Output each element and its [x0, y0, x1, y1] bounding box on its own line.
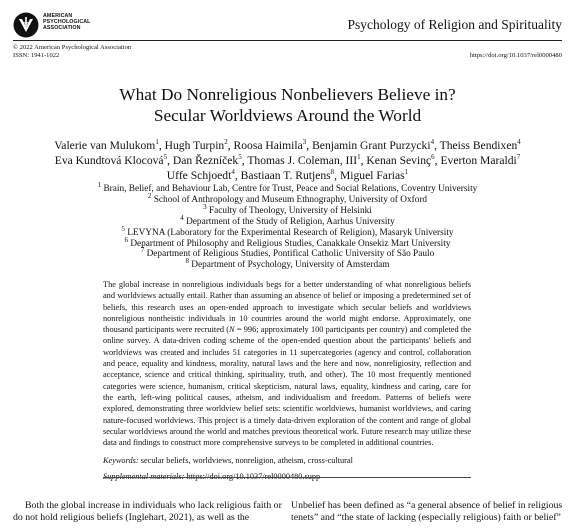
- affiliation-number: 6: [124, 235, 128, 244]
- author-line: Valerie van Mulukom$^1$, Hugh Turpin$^2$, Roosa Haimila$^3$, Benjamin Grant Purzycki$^4$, Theiss Bendixen$^4$: [54, 138, 521, 152]
- author-affiliation-number: 4: [231, 168, 235, 177]
- affiliation-text: Department of Psychology, University of Amsterdam: [191, 260, 390, 271]
- body-line: Unbelief has been defined as “a general absence of belief in religious: [291, 500, 563, 511]
- keywords-label: Keywords:: [103, 456, 139, 466]
- author-name: Miguel Farias: [339, 169, 405, 183]
- publisher-line: AMERICAN: [43, 13, 73, 19]
- keywords-text: secular beliefs, worldviews, nonreligion, atheism, cross-cultural: [140, 456, 353, 466]
- abstract-part: The global increase in nonreligious individuals begs for a better understanding of what nonreligious beliefs and worldviews actually entail. Rather than assuming an absence of belief or imposing a predetermined set of beliefs, this research uses an open-ended approach to investigate which secular beliefs and worldviews nonreligious nontheistic individuals in 10 countries around the world might endorse. Approximately, one thousand participants were recruited (: [103, 280, 471, 335]
- affiliation-item: [0, 180, 575, 195]
- author-name: Benjamin Grant Purzycki: [312, 139, 431, 152]
- keywords: [103, 455, 471, 466]
- author-name: Valerie van Mulukom: [54, 139, 156, 152]
- affiliation-number: 2: [147, 191, 152, 200]
- author-name: Hugh Turpin: [164, 139, 225, 152]
- affiliation-item: [0, 202, 575, 217]
- abstract-divider: [103, 477, 471, 478]
- author-affiliation-number: 3: [302, 138, 307, 147]
- author-affiliation-number: 4: [517, 138, 521, 147]
- publisher-name: [43, 13, 123, 31]
- author-affiliation-number: 1: [404, 168, 409, 177]
- author-name: Everton Maraldi: [440, 154, 517, 168]
- doi-link[interactable]: https://doi.org/10.1037/rel0000480: [469, 52, 562, 59]
- affiliation-list: [0, 180, 575, 271]
- affiliation-number: 3: [203, 202, 207, 211]
- sample-size-symbol: N: [229, 325, 235, 335]
- copyright-text: © 2022 American Psychological Association: [13, 44, 132, 51]
- apa-logo-icon: [13, 12, 39, 38]
- author-affiliation-number: 2: [224, 138, 228, 147]
- body-column-right: [291, 500, 562, 525]
- affiliation-number: 5: [121, 224, 125, 233]
- author-affiliation-number: 4: [430, 138, 435, 147]
- author-affiliation-number: 1: [357, 153, 361, 162]
- affiliation-text: Department of the Study of Religion, Aarhus University: [186, 216, 395, 227]
- author-name: Bastiaan T. Rutjens: [240, 169, 331, 183]
- header-divider: [13, 40, 562, 41]
- author-affiliation-number: 7: [516, 153, 521, 162]
- body-line: Both the global increase in individuals who lack religious faith or: [25, 500, 282, 511]
- affiliation-number: 4: [180, 213, 184, 222]
- affiliation-item: [0, 257, 575, 271]
- affiliation-text: Brain, Belief, and Behaviour Lab, Centre for Trust, Peace and Social Relations, Coventry University: [103, 184, 478, 194]
- title-line: Secular Worldviews Around the World: [153, 105, 422, 125]
- author-affiliation-number: 1: [155, 138, 159, 147]
- author-name: Uffe Schjoedt: [166, 169, 232, 183]
- abstract-text: [103, 279, 471, 448]
- affiliation-item: [0, 235, 575, 250]
- body-line: do not hold religious beliefs (Inglehart, 2021), as well as the: [13, 512, 250, 524]
- title-line: What Do Nonreligious Nonbelievers Believe in?: [119, 85, 456, 104]
- author-affiliation-number: 8: [330, 168, 335, 177]
- author-affiliation-number: 6: [431, 153, 435, 162]
- body-column-left: [13, 500, 282, 525]
- affiliation-number: 7: [140, 246, 145, 255]
- supplemental-link[interactable]: https://doi.org/10.1037/rel0000480.supp: [186, 471, 321, 481]
- article-title: [0, 85, 575, 126]
- author-affiliation-number: 5: [163, 153, 168, 162]
- abstract: [103, 279, 471, 482]
- publisher-line: ASSOCIATION: [43, 25, 81, 31]
- affiliation-text: Department of Philosophy and Religious Studies, Canakkale Onsekiz Mart University: [130, 238, 451, 249]
- affiliation-text: Faculty of Theology, University of Helsinki: [208, 205, 372, 216]
- author-name: Theiss Bendixen: [439, 139, 518, 152]
- affiliation-text: LEVYNA (Laboratory for the Experimental Research of Religion), Masaryk University: [127, 227, 454, 238]
- publisher-line: PSYCHOLOGICAL: [43, 19, 91, 25]
- affiliation-item: [0, 246, 575, 260]
- author-name: Roosa Haimila: [233, 139, 303, 152]
- author-name: Dan Řezníček: [172, 154, 239, 168]
- affiliation-number: 8: [185, 257, 189, 266]
- affiliation-item: [0, 191, 575, 206]
- author-list: [0, 138, 575, 184]
- author-line: Eva Kundtová Klocová$^5$, Dan Řezníček$^5$, Thomas J. Coleman, III$^1$, Kenan Sevinç$^6$, Everton Maraldi$^7$: [54, 153, 521, 168]
- abstract-part: = 996; approximately 100 participants per country) and completed the online survey. A data-driven coding scheme of the open-ended question about the participants' beliefs and worldviews was created and includes 51 categories in 11 supercategories (agency and control, collaboration and peace, equality and kindness, morality, natural laws and the here and now, nonreligiosity, reflection and acceptance, science and critical thinking, spirituality, truth, and other). The 10 most frequently mentioned categories were science, humanism, critical skepticism, natural laws, equality, kindness and caring, care for the earth, left-wing political causes, atheism, and individualism and freedom. Patterns of beliefs were explored, demonstrating three worldview belief sets: scientific worldviews, humanist worldviews, and caring nature-focused worldviews. This project is a timely data-driven exploration of the content and range of global secular worldviews around the world and matches previous theoretical work. Future research may utilize these data and findings to construct more comprehensive surveys to be completed in additional countries.: [103, 325, 471, 448]
- journal-title: Psychology of Religion and Spirituality: [347, 17, 562, 32]
- author-affiliation-number: 5: [238, 153, 242, 162]
- author-line: Uffe Schjoedt$^4$, Bastiaan T. Rutjens$^8$, Miguel Farias$^1$: [166, 168, 409, 183]
- author-name: Thomas J. Coleman, III: [247, 154, 358, 168]
- copyright-block: [13, 44, 131, 61]
- body-line: tenets” and “the state of lacking (especially religious) faith or belief”: [291, 512, 561, 524]
- affiliation-item: [0, 224, 575, 239]
- supplemental-label: Supplemental materials:: [103, 471, 185, 481]
- affiliation-text: School of Anthropology and Museum Ethnography, University of Oxford: [153, 194, 428, 205]
- affiliation-text: Department of Religious Studies, Pontifical Catholic University of São Paulo: [146, 249, 435, 260]
- author-name: Kenan Sevinç: [366, 154, 432, 168]
- author-name: Eva Kundtová Klocová: [54, 154, 164, 168]
- issn-text: ISSN: 1941-1022: [13, 52, 60, 60]
- affiliation-item: [0, 213, 575, 228]
- affiliation-number: 1: [97, 180, 102, 189]
